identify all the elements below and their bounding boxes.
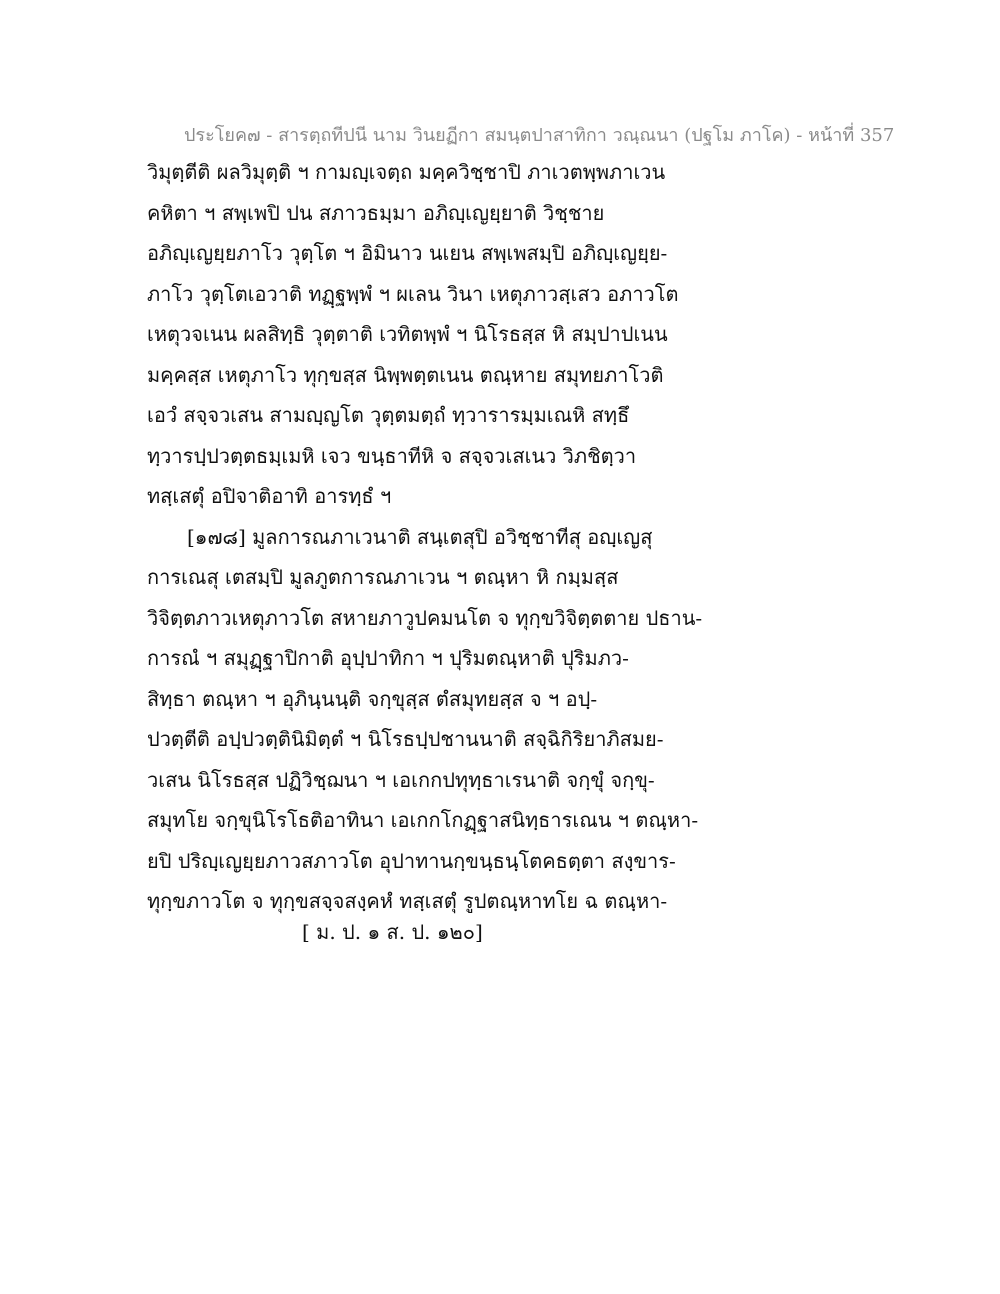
text-line: ทฺวารปฺปวตฺตธมฺเมหิ เจว ขนฺธาทีหิ จ สจฺจวเสเนว วิภชิตฺวา	[147, 443, 637, 468]
text-line: อภิญฺเญยฺยภาโว วุตฺโต ฯ อิมินาว นเยน สพฺเพสมฺปิ อภิญฺเญยฺย-	[147, 241, 668, 265]
text-line: วิจิตฺตภาวเหตุภาวโต สหายภาวูปคมนโต จ ทุกฺขวิจิตฺตตาย ปธาน-	[147, 605, 703, 630]
text-line: สมุทโย จกฺขุนิโรโธติอาทินา เอเกกโกฏฺฐาสนิทฺธารเณน ฯ ตณฺหา-	[147, 808, 699, 832]
text-line: เอวํ สจฺจวเสน สามญฺญโต วุตฺตมตฺถํ ทฺวารารมฺมเณหิ สทฺธึ	[147, 403, 630, 427]
text-line: สิทฺธา ตณฺหา ฯ อุภินฺนนฺติ จกฺขุสฺส ตํสมุทยสฺส จ ฯ อปฺ-	[147, 686, 598, 711]
text-line: มคฺคสฺส เหตุภาโว ทุกฺขสฺส นิพฺพตฺตเนน ตณฺหาย สมุทยภาโวติ	[147, 362, 664, 387]
page-header: ประโยค๗ - สารตฺถทีปนี นาม วินยฏีกา สมนฺตปาสาทิกา วณฺณนา (ปฐโม ภาโค) - หน้าที่ 357	[184, 125, 895, 146]
footnote-reference: [ ม. ป. ๑ ส. ป. ๑๒๐]	[302, 920, 483, 944]
text-line: ปวตฺตีติ อปฺปวตฺตินิมิตฺตํ ฯ นิโรธปฺปชานนาติ สจฺฉิกิริยาภิสมย-	[147, 727, 664, 751]
body-text	[147, 152, 707, 922]
text-line: การเณสุ เตสมฺปิ มูลภูตการณภาเวน ฯ ตณฺหา หิ กมฺมสฺส	[147, 565, 619, 589]
text-line: เหตุวจเนน ผลสิทฺธิ วุตฺตาติ เวทิตพฺพํ ฯ นิโรธสฺส หิ สมฺปาปเนน	[147, 322, 668, 346]
text-line: วเสน นิโรธสฺส ปฏิวิชฺฌนา ฯ เอเกกปทุทฺธาเรนาติ จกฺขุํ จกฺขุ-	[147, 767, 655, 792]
text-line: การณํ ฯ สมุฏฺฐาปิกาติ อุปฺปาทิกา ฯ ปุริมตณฺหาติ ปุริมภว-	[147, 646, 629, 670]
text-line: วิมุตฺตีติ ผลวิมุตฺติ ฯ กามญฺเจตฺถ มคฺควิชฺชาปิ ภาเวตพฺพภาเวน	[147, 160, 666, 184]
text-line: ยปิ ปริญฺเญยฺยภาวสภาวโต อุปาทานกฺขนฺธนฺโตคธตฺตา สงฺขาร-	[147, 848, 676, 873]
text-line: ภาโว วุตฺโตเอวาติ ทฏฺฐพฺพํ ฯ ผเลน วินา เหตุภาวสฺเสว อภาวโต	[147, 281, 679, 306]
paragraph-start-line: [๑๗๘] มูลการณภาเวนาติ สนฺเตสุปิ อวิชฺชาทีสุ อญฺเญสุ	[187, 524, 653, 549]
text-line: ทุกฺขภาวโต จ ทุกฺขสจฺจสงฺคหํ ทสฺเสตุํ รูปตณฺหาทโย ฉ ตณฺหา-	[147, 889, 668, 913]
text-line: ทสฺเสตุํ อปิจาติอาทิ อารทฺธํ ฯ	[147, 484, 392, 508]
text-line: คหิตา ฯ สพฺเพปิ ปน สภาวธมฺมา อภิญฺเญยฺยาติ วิชฺชาย	[147, 200, 605, 225]
